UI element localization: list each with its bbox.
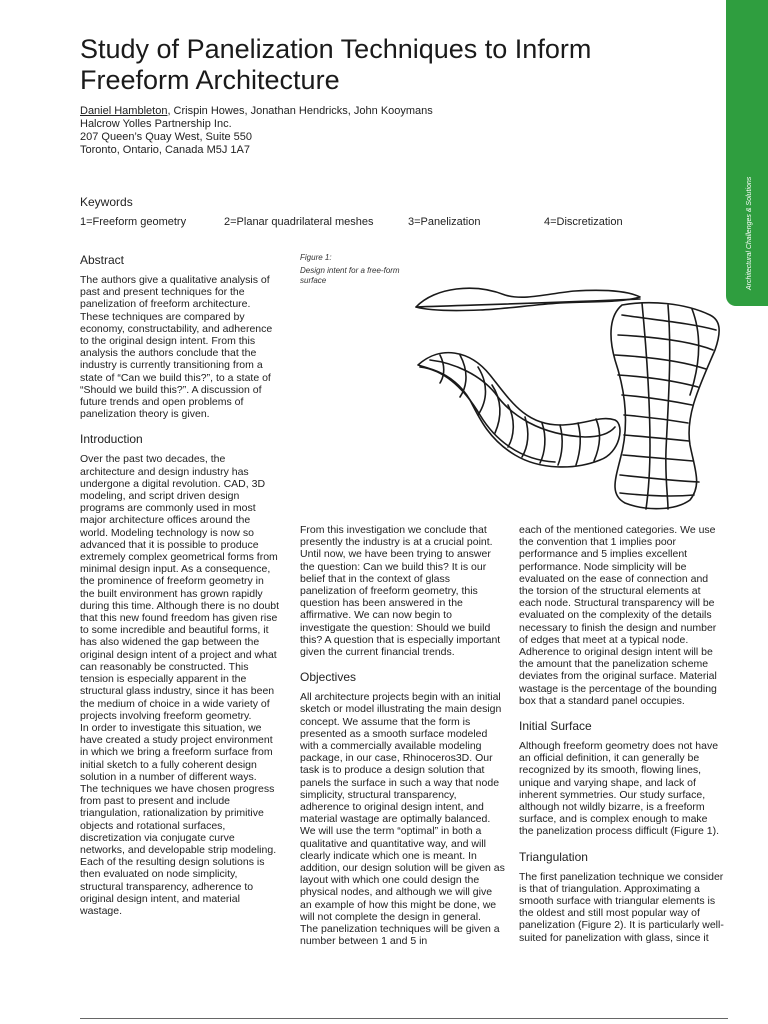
evaluation-paragraph: each of the mentioned categories. We use the convention that 1 implies poor performance and 5 implies excellent performance. Node simplicity will be evaluated on the ease of connection and the torsion of the structural elements at each node. Structural transparency will be evaluated on the complexity of the details necessary to finish the design and number of edges that meet at a typical node. Adherence to original design intent will be the amount that the panelization scheme deviates from the original surface. Material wastage is the percentage of the bounding box that a standard panel occupies. <box>519 524 717 707</box>
lead-author: Daniel Hambleton <box>80 105 168 117</box>
figure-caption <box>300 253 410 289</box>
objectives-text: All architecture projects begin with an initial sketch or model illustrating the main design concept. We assume that the form is presented as a smooth surface modeled with a commercially available modeling package, in our case, Rhinoceros3D. Our task is to produce a design solution that panels the surface in such a way that node simplicity, structural transparency, adherence to original design intent, and material wastage are optimally balanced. We will use the term “optimal” in both a qualitative and quantitative way, and will clearly indicate which one is meant. In addition, our design solution will be given as layout with which one could design the physical nodes, and although we will give an example of how this might be done, we will not complete the design in general. The panelization techniques will be given a number between 1 and 5 in <box>300 691 505 948</box>
triangulation-text: The first panelization technique we consider is that of triangulation. Approximating a smooth surface with triangular elements is the oldest and still most popular way of panelization (Figure 2). It is particularly well-suited for panelization with glass, since it <box>519 870 724 944</box>
address-line-2: Toronto, Ontario, Canada M5J 1A7 <box>80 144 250 156</box>
author-line <box>80 105 700 118</box>
affiliation: Halcrow Yolles Partnership Inc. <box>80 118 232 130</box>
sketch-profile-curve <box>416 288 640 310</box>
abstract-text: The authors give a qualitative analysis of past and present techniques for the panelization of freeform architecture. These techniques are compared by economy, constructability, and adherence to the original design intent. From this analysis the authors conclude that the industry is currently transitioning from a state of “Can we build this?”, to a state of “Should we build this?”. A discussion of future trends and open problems of panelization theory is given. <box>80 274 273 421</box>
sketch-right-surface <box>611 303 719 509</box>
author-block <box>80 105 700 157</box>
figure-caption-text: Design intent for a free-form surface <box>300 266 400 285</box>
introduction-heading: Introduction <box>80 432 143 447</box>
side-tab-label: Architectural Challenges & Solutions <box>746 176 753 290</box>
page-title: Study of Panelization Techniques to Inform Freeform Architecture <box>80 34 592 95</box>
column-left <box>80 253 280 917</box>
keywords-heading: Keywords <box>80 195 133 209</box>
column-middle <box>300 524 505 948</box>
initial-surface-heading: Initial Surface <box>519 719 592 734</box>
keyword-3: 3=Panelization <box>408 216 481 228</box>
figure-label: Figure 1: <box>300 253 332 262</box>
footer-rule <box>80 1018 728 1019</box>
freeform-sketch-figure <box>410 275 725 513</box>
initial-surface-text: Although freeform geometry does not have an official definition, it can generally be recognized by its smooth, flowing lines, unique and varying shape, and lack of inherent symmetries. Our study surface, although not wildly bizarre, is a freeform surface, and is complex enough to make the panelization process difficult (Figure 1). <box>519 740 719 838</box>
sketch-left-surface <box>418 353 620 467</box>
keyword-4: 4=Discretization <box>544 216 623 228</box>
co-authors: , Crispin Howes, Jonathan Hendricks, John Kooymans <box>167 105 433 117</box>
conclusion-paragraph: From this investigation we conclude that presently the industry is at a crucial point. Until now, we have been trying to answer the question: Can we build this? It is our belief that in the context of glass panelization of freeform geometry, this question has been answered in the affirmative. We can now begin to investigate the question: Should we build this? A question that is especially important given the current financial trends. <box>300 524 501 659</box>
introduction-text: Over the past two decades, the architecture and design industry has undergone a digital revolution. CAD, 3D modeling, and script driven design programs are commonly used in most major architecture offices around the world. Modeling technology is now so advanced that it is possible to produce extremely complex geometrical forms from minimal design input. As a consequence, the prominence of freeform geometry in the built environment has grown rapidly during this time. Although there is no doubt that this new found freedom has given rise to some incredible and beautiful forms, it has also widened the gap between the original design intent of a project and what can reasonably be constructed. This tension is especially apparent in the structural glass industry, since it has been the medium of choice in a wide variety of projects involving freeform geometry. In order to investigate this situation, we have created a study project environment in which we bring a freeform surface from initial sketch to a fully coherent design solution in a number of different ways. The techniques we have chosen progress from past to present and include triangulation, rationalization by primitive objects and rotational surfaces, discretization via conjugate curve networks, and developable strip modeling. Each of the resulting design solutions is then evaluated on node simplicity, structural transparency, adherence to original design intent, and material wastage. <box>80 453 280 917</box>
keyword-2: 2=Planar quadrilateral meshes <box>224 216 374 228</box>
keyword-1: 1=Freeform geometry <box>80 216 187 228</box>
address-line-1: 207 Queen’s Quay West, Suite 550 <box>80 131 253 143</box>
column-right <box>519 524 724 944</box>
objectives-heading: Objectives <box>300 670 357 685</box>
abstract-heading: Abstract <box>80 253 125 267</box>
triangulation-heading: Triangulation <box>519 849 588 864</box>
